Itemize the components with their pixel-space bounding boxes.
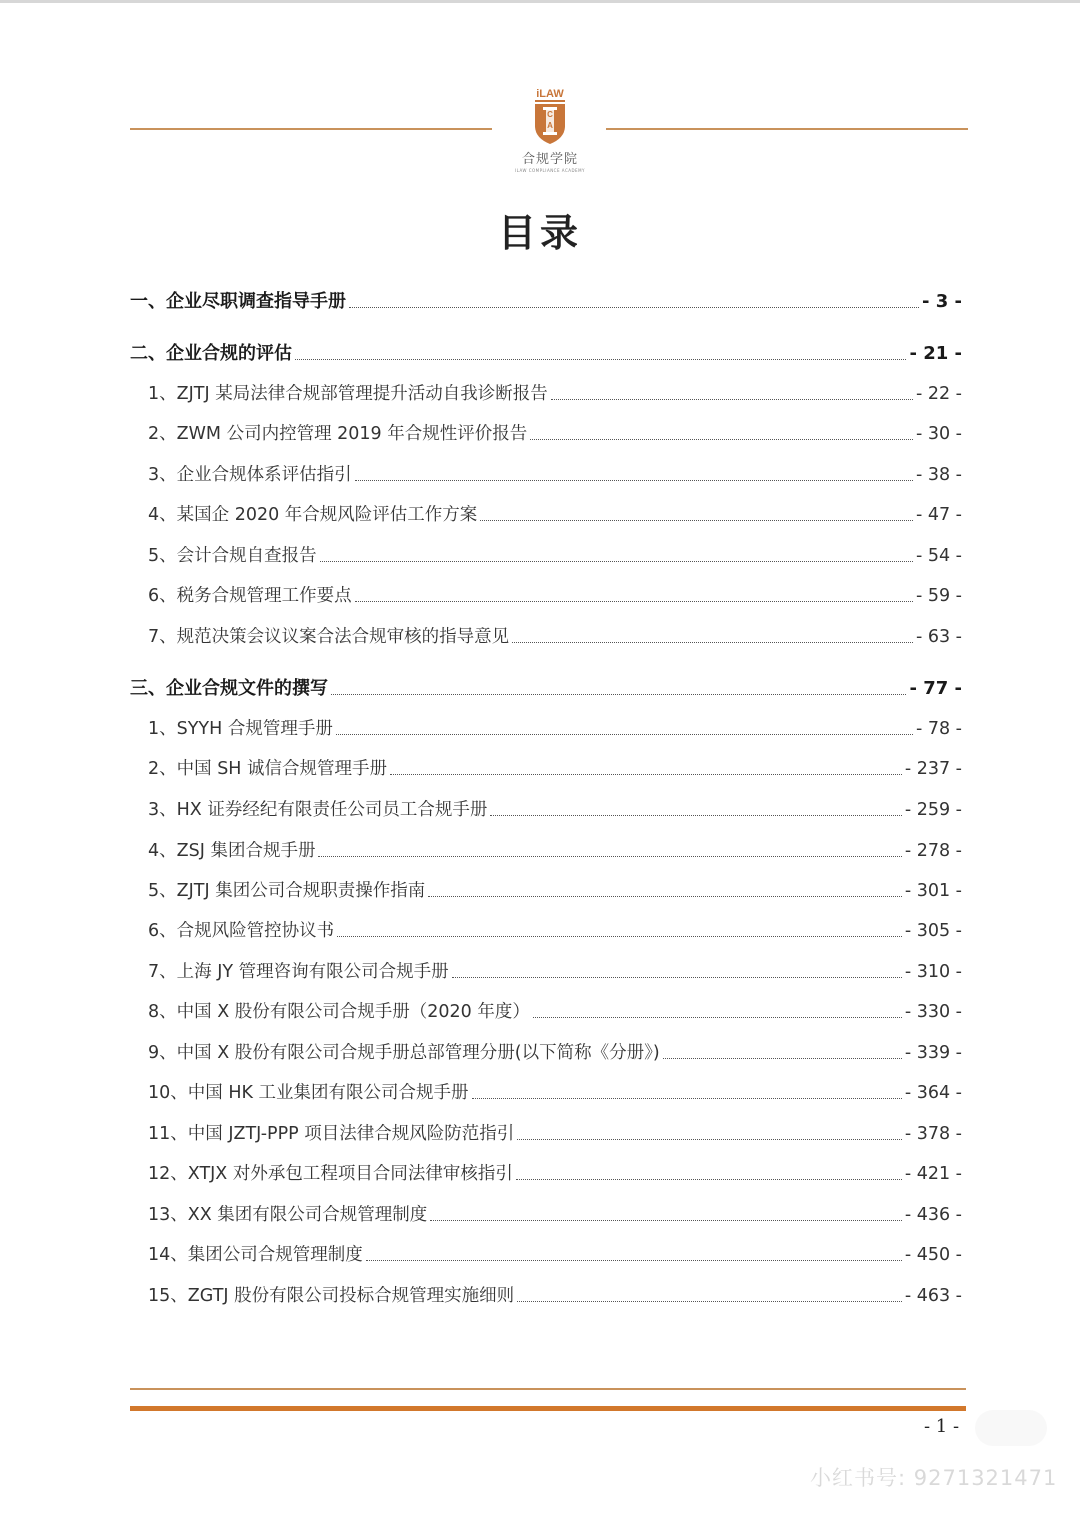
toc-leader <box>472 1097 902 1099</box>
toc-item[interactable] <box>148 837 962 865</box>
logo-text: 合规学院 <box>521 152 578 167</box>
toc-label: 二、企业合规的评估 <box>130 343 292 364</box>
toc-item[interactable] <box>148 917 962 945</box>
toc-item[interactable] <box>148 1241 962 1269</box>
toc-leader <box>355 479 913 481</box>
toc-leader <box>551 398 913 400</box>
toc-label: 10、中国 HK 工业集团有限公司合规手册 <box>148 1083 469 1103</box>
toc-leader <box>516 1178 902 1180</box>
toc-leader <box>295 358 906 360</box>
logo-letter-c: C <box>547 110 553 119</box>
toc-page-number: - 436 - <box>904 1205 962 1225</box>
toc-label: 4、某国企 2020 年合规风险评估工作方案 <box>148 505 478 525</box>
toc-item[interactable] <box>148 715 962 743</box>
toc-label: 14、集团公司合规管理制度 <box>148 1245 363 1265</box>
toc-item[interactable] <box>148 380 962 408</box>
toc-page-number: - 301 - <box>904 881 962 901</box>
toc-leader <box>490 814 901 816</box>
toc-leader <box>517 1300 902 1302</box>
toc-leader <box>663 1057 902 1059</box>
toc-page-number: - 63 - <box>915 627 962 647</box>
logo-top-text: iLAW <box>536 88 564 100</box>
watermark: 小红书号: 9271321471 <box>810 1466 1058 1490</box>
toc-page-number: - 59 - <box>915 586 962 606</box>
academy-logo <box>500 86 600 178</box>
toc-page-number: - 21 - <box>909 343 962 364</box>
toc-leader <box>452 976 902 978</box>
toc-label: 15、ZGTJ 股份有限公司投标合规管理实施细则 <box>148 1286 515 1306</box>
toc-item[interactable] <box>148 877 962 905</box>
toc-leader <box>533 1016 902 1018</box>
toc-leader <box>337 935 902 937</box>
toc-page-number: - 3 - <box>922 291 962 312</box>
toc-item[interactable] <box>148 755 962 783</box>
toc-item[interactable] <box>148 1282 962 1310</box>
toc-page-number: - 77 - <box>909 678 962 699</box>
toc-leader <box>318 855 901 857</box>
toc-leader <box>530 438 913 440</box>
toc-item[interactable] <box>148 623 962 651</box>
toc-label: 2、中国 SH 诚信合规管理手册 <box>148 759 388 779</box>
toc-leader <box>336 733 913 735</box>
toc-page-number: - 30 - <box>915 424 962 444</box>
toc-item[interactable] <box>148 461 962 489</box>
toc-item[interactable] <box>148 501 962 529</box>
toc-section[interactable] <box>130 288 962 316</box>
toc-leader <box>366 1259 902 1261</box>
toc-label: 1、SYYH 合规管理手册 <box>148 719 333 739</box>
toc-label: 3、HX 证券经纪有限责任公司员工合规手册 <box>148 800 488 820</box>
toc-page-number: - 38 - <box>915 465 962 485</box>
toc-label: 三、企业合规文件的撰写 <box>130 678 328 699</box>
toc-item[interactable] <box>148 1079 962 1107</box>
toc-page-number: - 305 - <box>904 921 962 941</box>
toc-label: 4、ZSJ 集团合规手册 <box>148 841 316 861</box>
toc-item[interactable] <box>148 542 962 570</box>
toc-page-number: - 278 - <box>904 841 962 861</box>
toc-label: 5、ZJTJ 集团公司合规职责操作指南 <box>148 881 426 901</box>
toc-leader <box>355 600 913 602</box>
toc-leader <box>320 560 913 562</box>
toc-page-number: - 237 - <box>904 759 962 779</box>
toc-page-number: - 450 - <box>904 1245 962 1265</box>
toc-item[interactable] <box>148 958 962 986</box>
shield-logo-icon <box>528 86 572 146</box>
page-number: - 1 - <box>924 1416 960 1437</box>
toc-label: 3、企业合规体系评估指引 <box>148 465 352 485</box>
toc-leader <box>390 773 902 775</box>
toc-leader <box>331 693 906 695</box>
toc-section[interactable] <box>130 675 962 703</box>
toc-leader <box>430 1219 902 1221</box>
toc-leader <box>480 519 913 521</box>
header-rule-right <box>606 128 968 130</box>
logo-letter-a: A <box>547 121 553 130</box>
toc-page-number: - 259 - <box>904 800 962 820</box>
toc-label: 13、XX 集团有限公司合规管理制度 <box>148 1205 428 1225</box>
toc-page-number: - 22 - <box>915 384 962 404</box>
toc-item[interactable] <box>148 1160 962 1188</box>
toc-leader <box>349 306 919 308</box>
toc-leader <box>517 1138 902 1140</box>
toc-page-number: - 421 - <box>904 1164 962 1184</box>
toc-label: 7、规范决策会议议案合法合规审核的指导意见 <box>148 627 510 647</box>
toc-label: 8、中国 X 股份有限公司合规手册（2020 年度） <box>148 1002 530 1022</box>
toc-label: 6、合规风险管控协议书 <box>148 921 335 941</box>
toc-page-number: - 310 - <box>904 962 962 982</box>
toc-leader <box>512 641 913 643</box>
toc-label: 5、会计合规自查报告 <box>148 546 317 566</box>
toc-page-number: - 364 - <box>904 1083 962 1103</box>
toc-label: 11、中国 JZTJ-PPP 项目法律合规风险防范指引 <box>148 1124 515 1144</box>
logo-subtext: ILAW COMPLIANCE ACADEMY <box>515 168 585 173</box>
toc-item[interactable] <box>148 420 962 448</box>
footer-rule-thin <box>130 1388 966 1390</box>
toc-item[interactable] <box>148 1120 962 1148</box>
toc-label: 1、ZJTJ 某局法律合规部管理提升活动自我诊断报告 <box>148 384 548 404</box>
toc-page-number: - 378 - <box>904 1124 962 1144</box>
toc-label: 12、XTJX 对外承包工程项目合同法律审核指引 <box>148 1164 513 1184</box>
toc-item[interactable] <box>148 582 962 610</box>
top-edge <box>0 0 1080 3</box>
toc-leader <box>428 895 902 897</box>
toc-item[interactable] <box>148 796 962 824</box>
toc-item[interactable] <box>148 1039 962 1067</box>
toc-page-number: - 78 - <box>915 719 962 739</box>
toc-label: 6、税务合规管理工作要点 <box>148 586 352 606</box>
toc-item[interactable] <box>148 1201 962 1229</box>
toc-page-number: - 339 - <box>904 1043 962 1063</box>
footer-rule-thick <box>130 1406 966 1411</box>
toc-label: 9、中国 X 股份有限公司合规手册总部管理分册(以下简称《分册》) <box>148 1043 660 1063</box>
header-rule-left <box>130 128 492 130</box>
toc-label: 7、上海 JY 管理咨询有限公司合规手册 <box>148 962 449 982</box>
toc-page-number: - 47 - <box>915 505 962 525</box>
toc-page-number: - 54 - <box>915 546 962 566</box>
watermark-bubble <box>975 1410 1047 1446</box>
toc-section[interactable] <box>130 340 962 368</box>
toc-page-number: - 330 - <box>904 1002 962 1022</box>
toc-label: 一、企业尽职调查指导手册 <box>130 291 346 312</box>
toc-page-number: - 463 - <box>904 1286 962 1306</box>
page-title: 目录 <box>497 211 582 255</box>
toc-item[interactable] <box>148 998 962 1026</box>
toc-label: 2、ZWM 公司内控管理 2019 年合规性评价报告 <box>148 424 528 444</box>
